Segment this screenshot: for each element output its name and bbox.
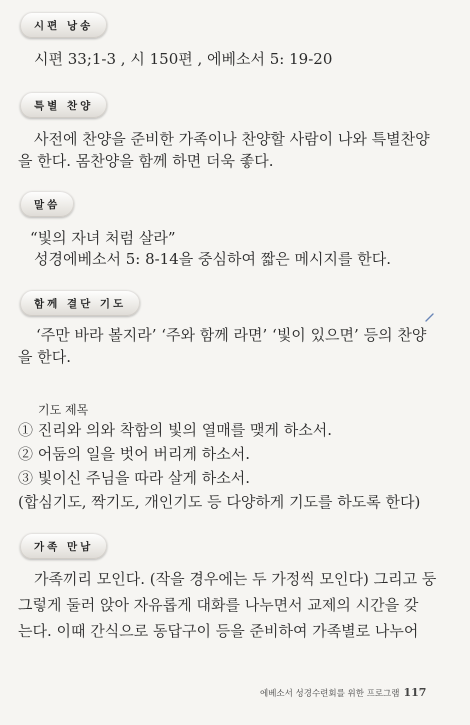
message-line: 성경에베소서 5: 8-14을 중심하여 짧은 메시지를 한다. <box>34 250 391 268</box>
section-heading-family-gathering: 가족 만남 <box>20 533 107 559</box>
special-praise-line: 사전에 찬양을 준비한 가족이나 찬양할 사람이 나와 특별찬양 <box>34 130 430 148</box>
family-gathering-line: 그렇게 둘러 앉아 자유롭게 대화를 나누면서 교제의 시간을 갖 <box>18 596 419 614</box>
prayer-topic-item: ③ 빛이신 주님을 따라 살게 하소서. <box>18 469 250 487</box>
prayer-topic-note: (합심기도, 짝기도, 개인기도 등 다양하게 기도를 하도록 한다) <box>18 493 421 511</box>
special-praise-line: 을 한다. 몸찬양을 함께 하면 더욱 좋다. <box>18 152 274 170</box>
prayer-topic-item: ② 어둠의 일을 벗어 버리게 하소서. <box>18 445 250 463</box>
message-title: “빛의 자녀 처럼 살라” <box>30 229 176 247</box>
section-heading-scripture-reading: 시편 낭송 <box>20 12 107 38</box>
family-gathering-line: 는다. 이때 간식으로 동답구이 등을 준비하여 가족별로 나누어 <box>18 622 419 640</box>
section-heading-prayer-together: 함께 결단 기도 <box>20 290 140 316</box>
section-heading-message: 말씀 <box>20 191 74 217</box>
prayer-together-line: 을 한다. <box>18 348 72 366</box>
section-heading-special-praise: 특별 찬양 <box>20 92 107 118</box>
prayer-topic-item: ① 진리와 의와 착함의 빛의 열매를 맺게 하소서. <box>18 421 332 439</box>
prayer-together-line: ‘주만 바라 볼지라’ ‘주와 함께 라면’ ‘빛이 있으면’ 등의 찬양 <box>36 326 427 344</box>
prayer-topics-subtitle: 기도 제목 <box>38 403 89 417</box>
family-gathering-line: 가족끼리 모인다. (작을 경우에는 두 가정씩 모인다) 그리고 둥 <box>34 570 437 588</box>
page-number: 117 <box>403 686 427 699</box>
running-title: 에베소서 성경수련회를 위한 프로그램 <box>260 689 400 699</box>
scripture-line: 시편 33;1-3 , 시 150편 , 에베소서 5: 19-20 <box>34 50 333 68</box>
pen-mark-icon <box>425 312 435 322</box>
page-footer <box>260 686 426 699</box>
